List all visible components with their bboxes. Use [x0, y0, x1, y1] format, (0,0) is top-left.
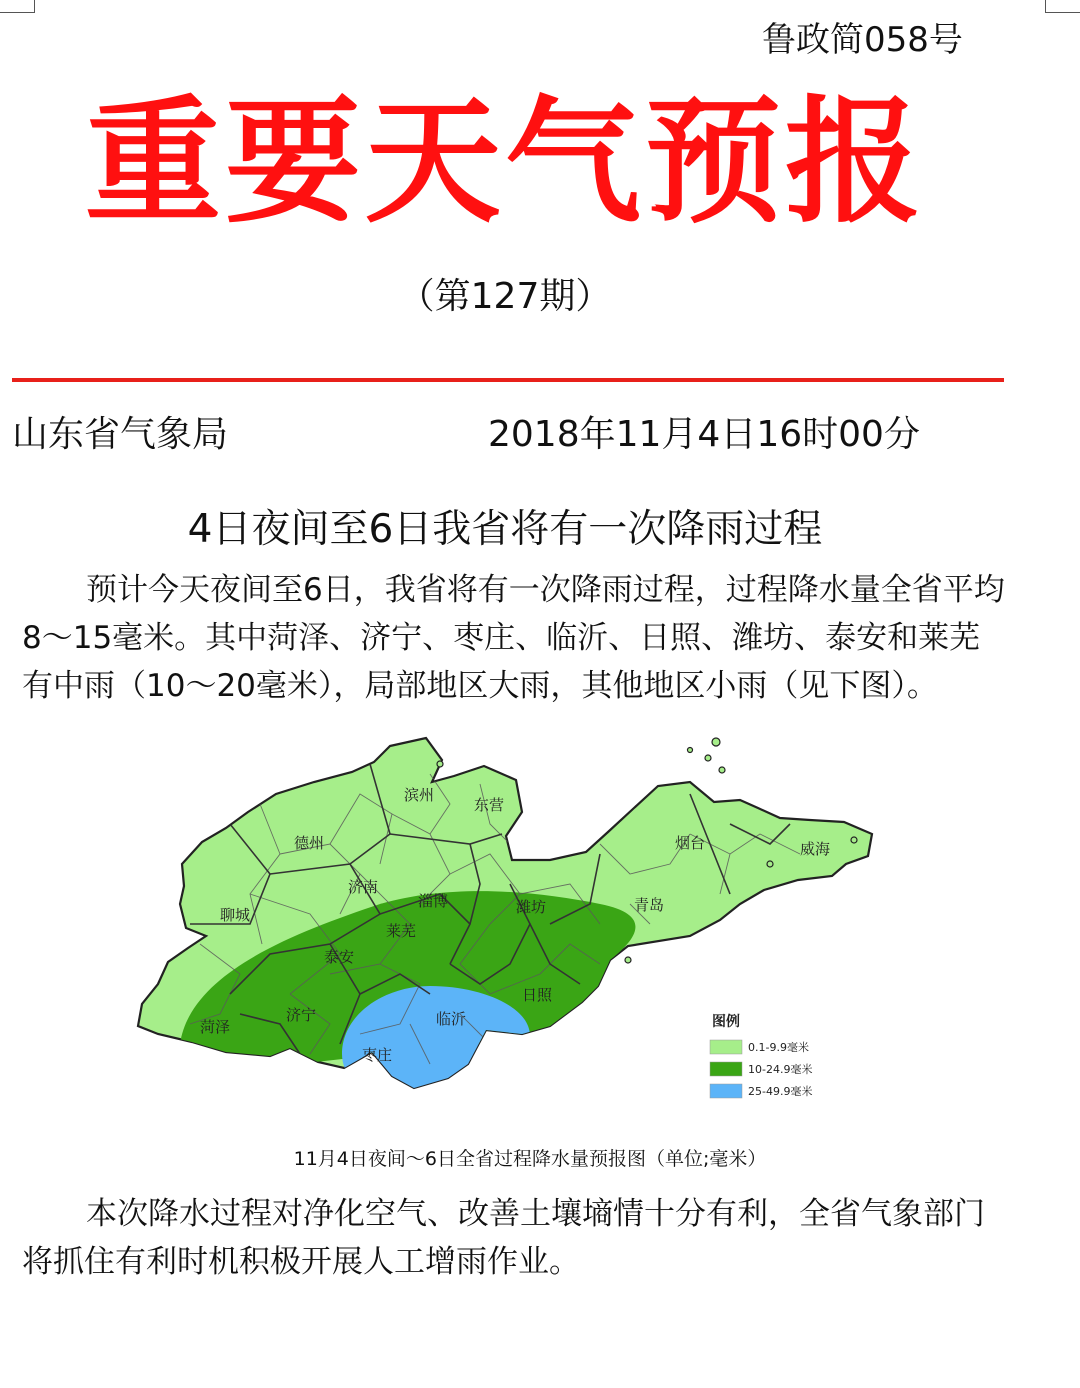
article-paragraph-1: [22, 566, 1007, 710]
article-headline: 4日夜间至6日我省将有一次降雨过程: [187, 507, 823, 552]
legend-title: 图例: [712, 1014, 740, 1030]
city-label-taian: 泰安: [324, 948, 355, 966]
city-label-weihai: 威海: [800, 840, 831, 858]
city-label-dongying: 东营: [474, 796, 505, 814]
map-legend: [710, 1013, 812, 1098]
legend-swatch-heavy: [710, 1084, 742, 1098]
article-paragraph-2: [22, 1190, 1007, 1286]
city-label-qingdao: 青岛: [634, 896, 665, 914]
city-label-heze: 菏泽: [200, 1018, 231, 1036]
city-label-weifang: 潍坊: [516, 898, 547, 916]
legend-label-moderate: 10-24.9毫米: [748, 1063, 813, 1076]
map-svg: [130, 724, 890, 1114]
city-label-dezhou: 德州: [294, 834, 325, 852]
city-label-liaocheng: 聊城: [220, 906, 251, 924]
legend-swatch-moderate: [710, 1062, 742, 1076]
city-label-binzhou: 滨州: [404, 786, 435, 804]
paragraph-1-text: 预计今天夜间至6日，我省将有一次降雨过程，过程降水量全省平均8～15毫米。其中菏泽、济宁、枣庄、临沂、日照、潍坊、泰安和莱芜有中雨（10～20毫米），局部地区大雨，其他地区小雨（见下图）。: [22, 572, 1005, 704]
document-number: 鲁政简058号: [762, 20, 963, 60]
crop-mark-left: [0, 0, 35, 13]
issuer-name: 山东省气象局: [12, 414, 229, 455]
crop-mark-right: [1045, 0, 1080, 13]
legend-label-heavy: 25-49.9毫米: [748, 1085, 813, 1098]
issue-number: （第127期）: [398, 276, 612, 317]
city-label-laiwu: 莱芜: [386, 922, 417, 940]
city-label-jining: 济宁: [286, 1006, 317, 1024]
issue-time: 2018年11月4日16时00分: [488, 414, 920, 455]
legend-swatch-light: [710, 1040, 742, 1054]
city-label-yantai: 烟台: [675, 834, 706, 852]
paragraph-2-text: 本次降水过程对净化空气、改善土壤墒情十分有利，全省气象部门将抓住有利时机积极开展人工增雨作业。: [22, 1196, 985, 1280]
city-label-linyi: 临沂: [436, 1010, 467, 1028]
city-label-zaozhuang: 枣庄: [362, 1046, 393, 1064]
legend-label-light: 0.1-9.9毫米: [748, 1041, 809, 1054]
city-label-jinan: 济南: [348, 878, 379, 896]
red-divider: [12, 378, 1004, 382]
page-title: 重要天气预报: [85, 84, 925, 242]
city-label-rizhao: 日照: [522, 986, 553, 1004]
precipitation-map: [130, 724, 890, 1114]
map-caption: 11月4日夜间～6日全省过程降水量预报图（单位;毫米）: [293, 1148, 767, 1170]
city-label-zibo: 淄博: [418, 892, 449, 910]
